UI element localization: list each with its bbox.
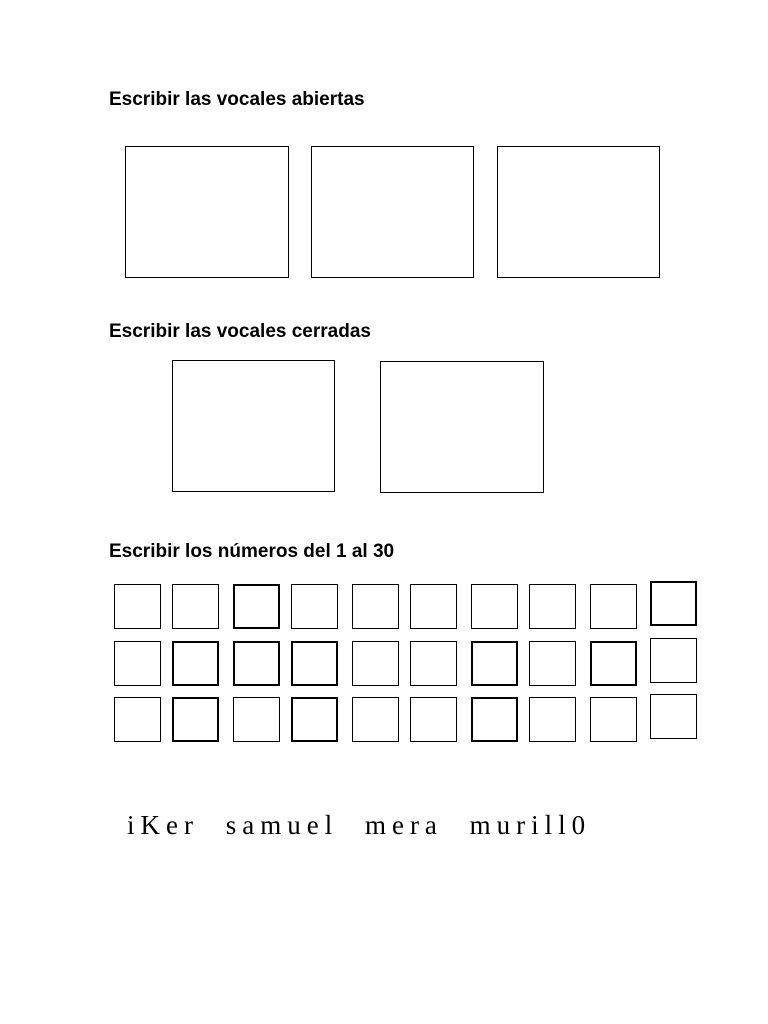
number-box[interactable] xyxy=(650,638,697,683)
number-box[interactable] xyxy=(410,641,457,686)
open-vowel-box[interactable] xyxy=(125,146,289,278)
number-box[interactable] xyxy=(172,641,219,686)
student-name: iKer samuel mera murill0 xyxy=(127,810,592,840)
number-box[interactable] xyxy=(529,697,576,742)
open-vowel-box[interactable] xyxy=(311,146,474,278)
number-box[interactable] xyxy=(529,641,576,686)
number-box[interactable] xyxy=(233,697,280,742)
closed-vowel-box[interactable] xyxy=(380,361,544,493)
number-box[interactable] xyxy=(291,641,338,686)
open-vowel-box[interactable] xyxy=(497,146,660,278)
number-box[interactable] xyxy=(471,641,518,686)
number-box[interactable] xyxy=(233,584,280,629)
closed-vowel-box[interactable] xyxy=(172,360,335,492)
number-box[interactable] xyxy=(471,697,518,742)
number-box[interactable] xyxy=(114,641,161,686)
number-box[interactable] xyxy=(590,584,637,629)
number-box[interactable] xyxy=(114,697,161,742)
number-box[interactable] xyxy=(352,641,399,686)
closed-vowels-heading: Escribir las vocales cerradas xyxy=(109,321,371,342)
number-box[interactable] xyxy=(590,697,637,742)
number-box[interactable] xyxy=(650,581,697,626)
number-box[interactable] xyxy=(172,697,219,742)
number-box[interactable] xyxy=(352,584,399,629)
open-vowels-heading: Escribir las vocales abiertas xyxy=(109,89,365,110)
number-box[interactable] xyxy=(410,697,457,742)
number-box[interactable] xyxy=(233,641,280,686)
number-box[interactable] xyxy=(529,584,576,629)
number-box[interactable] xyxy=(291,584,338,629)
numbers-heading: Escribir los números del 1 al 30 xyxy=(109,541,395,562)
number-box[interactable] xyxy=(114,584,161,629)
number-box[interactable] xyxy=(590,641,637,686)
number-box[interactable] xyxy=(352,697,399,742)
number-box[interactable] xyxy=(410,584,457,629)
number-box[interactable] xyxy=(471,584,518,629)
number-box[interactable] xyxy=(172,584,219,629)
number-box[interactable] xyxy=(291,697,338,742)
number-box[interactable] xyxy=(650,694,697,739)
